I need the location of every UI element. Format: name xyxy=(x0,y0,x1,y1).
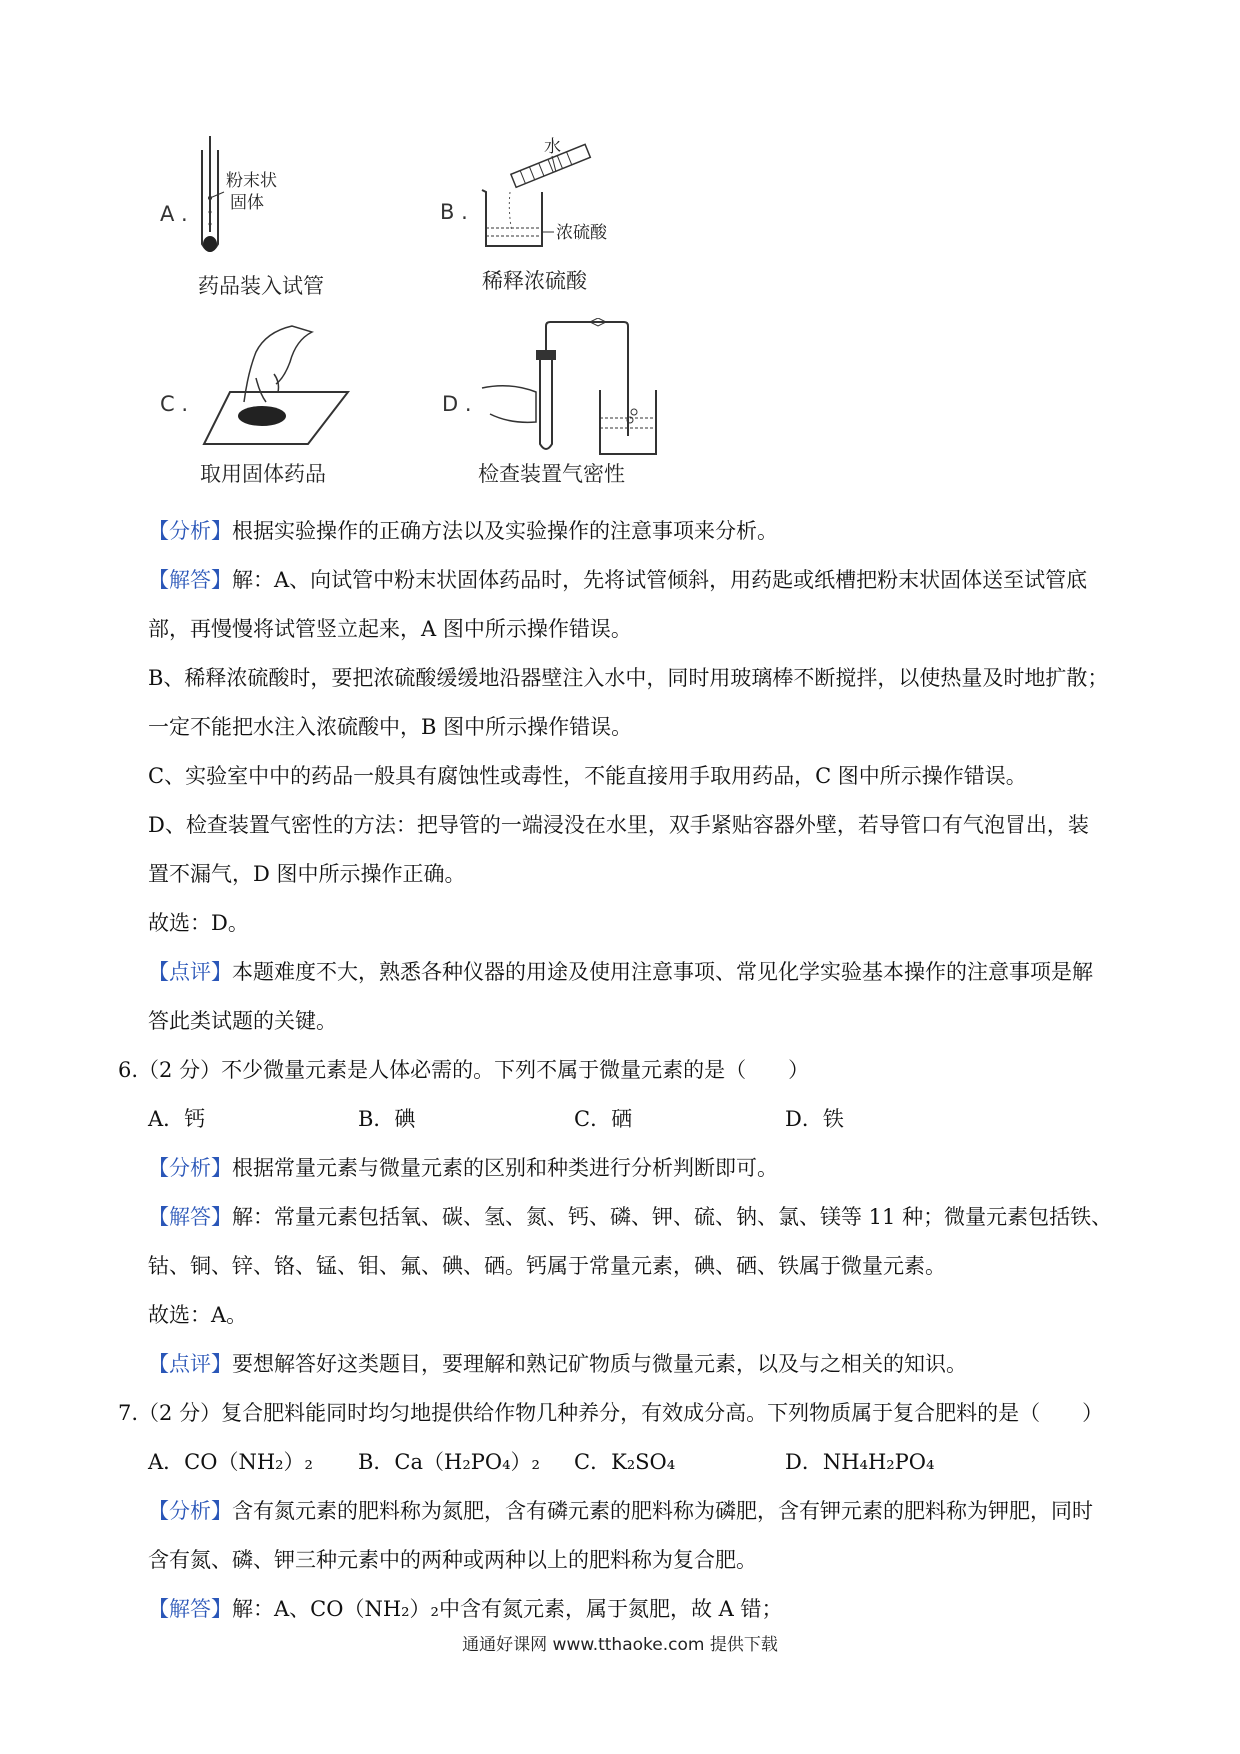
q5-review-tag: 【点评】 xyxy=(148,960,232,984)
q5-analysis xyxy=(148,516,778,546)
q6-analysis-tag: 【分析】 xyxy=(148,1156,232,1180)
q6-review-tag: 【点评】 xyxy=(148,1352,232,1376)
figure-c-caption: 取用固体药品 xyxy=(200,462,326,486)
q6-choice: 故选：A。 xyxy=(148,1303,248,1327)
q5-answer-line1: 解：A、向试管中粉末状固体药品时，先将试管倾斜，用药匙或纸槽把粉末状固体送至试管底 xyxy=(232,568,1088,592)
q5-choice: 故选：D。 xyxy=(148,911,249,935)
figure-d-letter: D . xyxy=(442,392,472,416)
q6-answer-line1: 解：常量元素包括氧、碳、氢、氮、钙、磷、钾、硫、钠、氯、镁等 11 种；微量元素包括铁、 xyxy=(232,1205,1113,1229)
q7-option-c: C．K₂SO₄ xyxy=(574,1450,676,1474)
q6-option-a: A．钙 xyxy=(148,1107,206,1131)
q5-review-line2: 答此类试题的关键。 xyxy=(148,1009,337,1033)
figure-a-caption: 药品装入试管 xyxy=(198,274,324,298)
q5-analysis-tag: 【分析】 xyxy=(148,519,232,543)
q7-analysis-tag: 【分析】 xyxy=(148,1499,232,1523)
figure-d-caption: 检查装置气密性 xyxy=(478,462,625,486)
figure-a-label-line2: 固体 xyxy=(230,193,264,213)
q5-d-line1: D、检查装置气密性的方法：把导管的一端浸没在水里，双手紧贴容器外壁，若导管口有气泡冒出，装 xyxy=(148,813,1089,837)
figure-a-letter: A . xyxy=(160,202,188,226)
q5-c-line1: C、实验室中中的药品一般具有腐蚀性或毒性，不能直接用手取用药品，C 图中所示操作错误。 xyxy=(148,764,1027,788)
q5-b-line2: 一定不能把水注入浓硫酸中，B 图中所示操作错误。 xyxy=(148,715,633,739)
figure-a-label-line1: 粉末状 xyxy=(226,171,277,191)
q6-option-b: B．碘 xyxy=(358,1107,416,1131)
q6-review-text: 要想解答好这类题目，要理解和熟记矿物质与微量元素，以及与之相关的知识。 xyxy=(232,1352,967,1376)
figure-b-label-acid: 浓硫酸 xyxy=(556,223,607,243)
figure-c-hand-powder xyxy=(200,322,350,452)
page-footer: 通通好课网 www.tthaoke.com 提供下载 xyxy=(462,1635,778,1655)
q5-review xyxy=(148,957,1093,987)
figure-b-letter: B . xyxy=(440,200,468,224)
figure-a-test-tube xyxy=(190,132,300,262)
q6-answer-line2: 钴、铜、锌、铬、锰、钼、氟、碘、硒。钙属于常量元素，碘、硒、铁属于微量元素。 xyxy=(148,1254,946,1278)
q6-analysis-text: 根据常量元素与微量元素的区别和种类进行分析判断即可。 xyxy=(232,1156,778,1180)
q5-d-line2: 置不漏气，D 图中所示操作正确。 xyxy=(148,862,466,886)
q6-review xyxy=(148,1349,967,1379)
q7-stem: 7.（2 分）复合肥料能同时均匀地提供给作物几种养分，有效成分高。下列物质属于复合肥料的是（ ） xyxy=(118,1401,1104,1425)
q7-analysis-line2: 含有氮、磷、钾三种元素中的两种或两种以上的肥料称为复合肥。 xyxy=(148,1548,757,1572)
figure-c-letter: C . xyxy=(160,392,189,416)
q7-option-b: B．Ca（H₂PO₄）₂ xyxy=(358,1450,540,1474)
q6-answer-tag: 【解答】 xyxy=(148,1205,232,1229)
q6-answer xyxy=(148,1202,1112,1232)
figure-b-caption: 稀释浓硫酸 xyxy=(482,269,587,293)
q7-answer xyxy=(148,1594,783,1624)
q5-review-line1: 本题难度不大，熟悉各种仪器的用途及使用注意事项、常见化学实验基本操作的注意事项是解 xyxy=(232,960,1093,984)
q6-option-d: D．铁 xyxy=(785,1107,844,1131)
figure-b-label-water: 水 xyxy=(544,137,561,157)
q7-answer-line1: 解：A、CO（NH₂）₂中含有氮元素，属于氮肥，故 A 错； xyxy=(232,1597,783,1621)
q7-option-a: A．CO（NH₂）₂ xyxy=(148,1450,313,1474)
q7-analysis xyxy=(148,1496,1093,1526)
q7-analysis-line1: 含有氮元素的肥料称为氮肥，含有磷元素的肥料称为磷肥，含有钾元素的肥料称为钾肥，同时 xyxy=(232,1499,1093,1523)
figure-d-airtightness xyxy=(480,318,660,458)
q5-answer-tag: 【解答】 xyxy=(148,568,232,592)
q7-answer-tag: 【解答】 xyxy=(148,1597,232,1621)
q5-answer-line2: 部，再慢慢将试管竖立起来，A 图中所示操作错误。 xyxy=(148,617,632,641)
figure-b-beaker xyxy=(478,132,638,262)
q6-option-c: C．硒 xyxy=(574,1107,633,1131)
q6-stem: 6.（2 分）不少微量元素是人体必需的。下列不属于微量元素的是（ ） xyxy=(118,1058,810,1082)
q6-analysis xyxy=(148,1153,778,1183)
q7-option-d: D．NH₄H₂PO₄ xyxy=(785,1450,935,1474)
q5-b-line1: B、稀释浓硫酸时，要把浓硫酸缓缓地沿器壁注入水中，同时用玻璃棒不断搅拌，以使热量及时地扩散； xyxy=(148,666,1109,690)
q5-answer xyxy=(148,565,1087,595)
q5-analysis-text: 根据实验操作的正确方法以及实验操作的注意事项来分析。 xyxy=(232,519,778,543)
